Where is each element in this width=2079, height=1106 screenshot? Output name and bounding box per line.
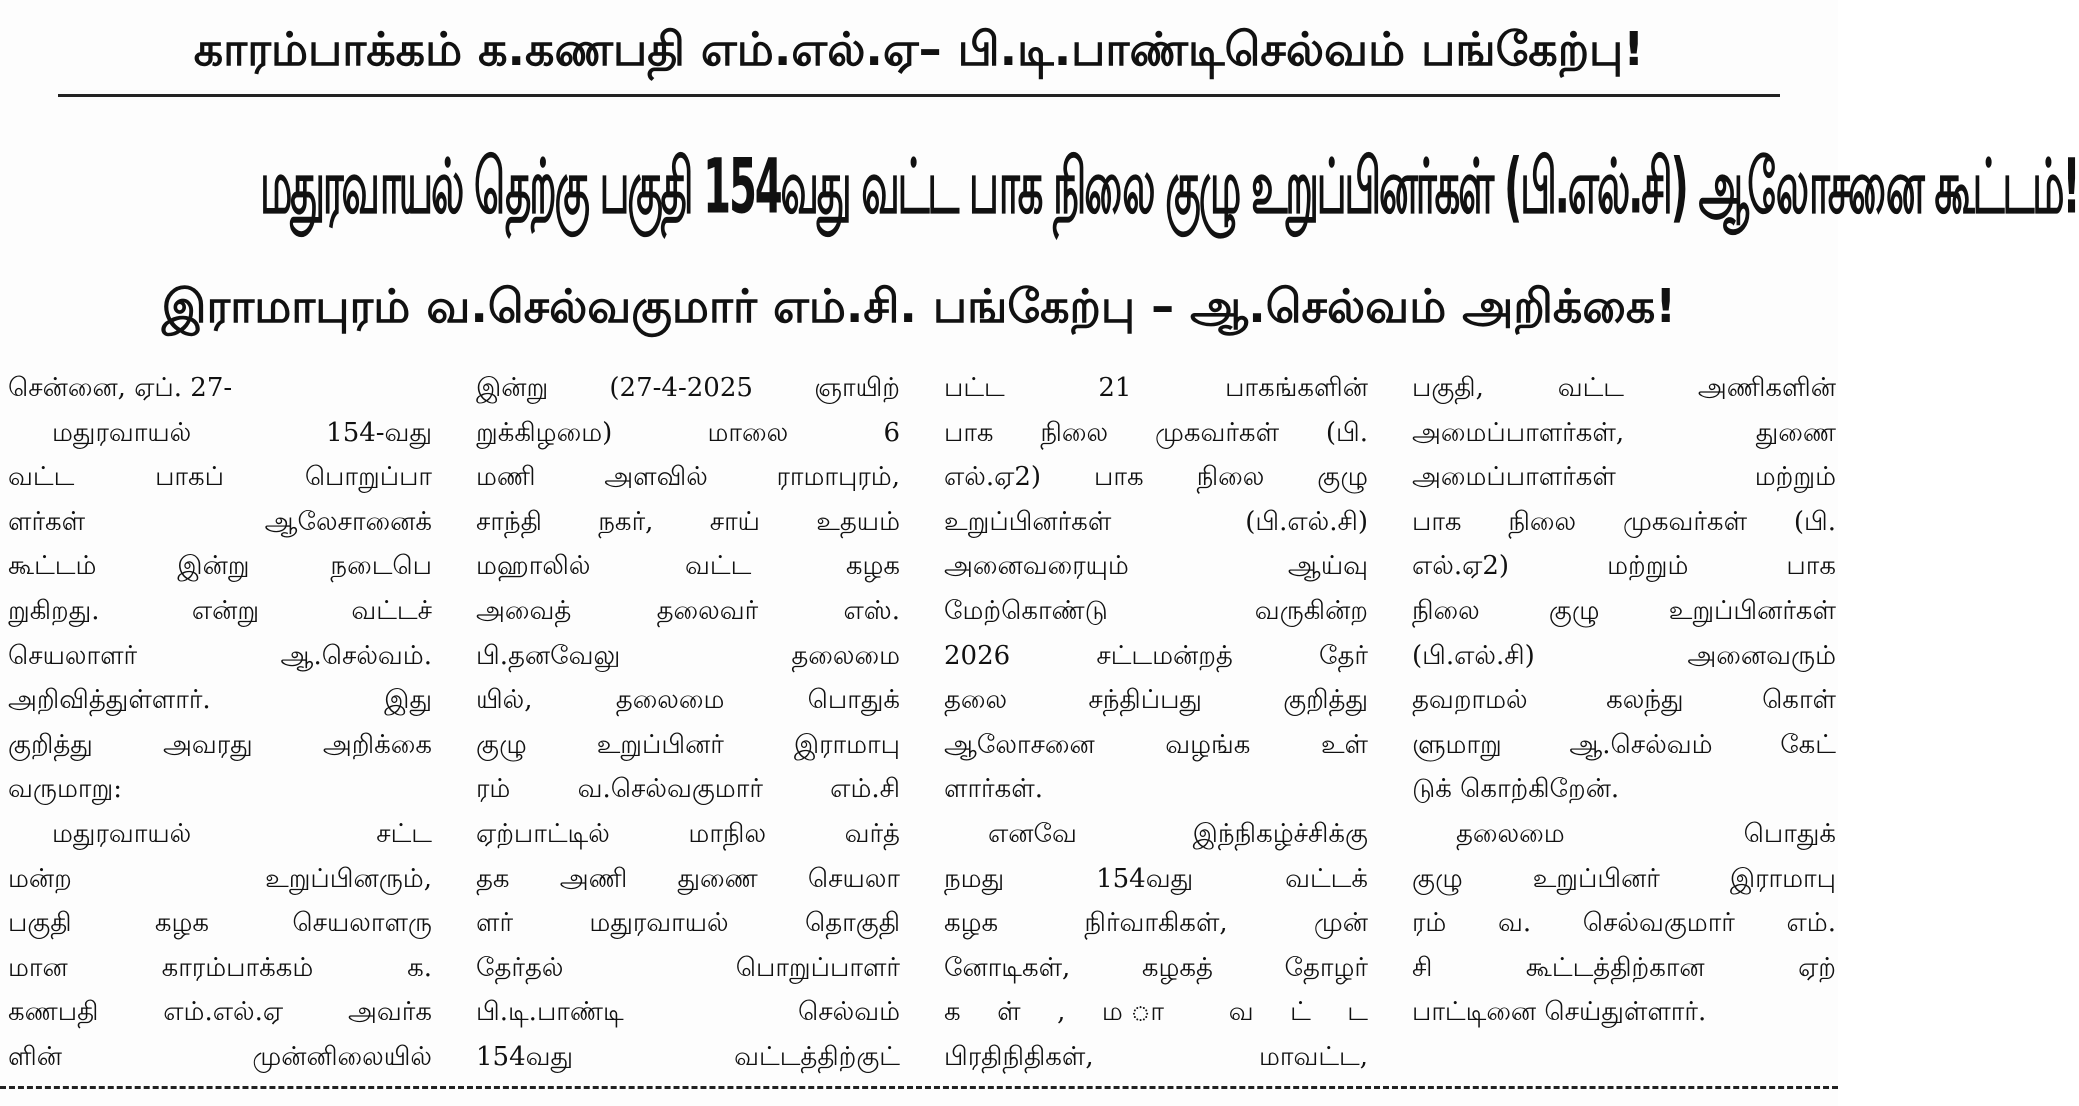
text-line: ரம் வ. செல்வகுமார் எம்.	[1412, 908, 1836, 939]
text-line: மான காரம்பாக்கம் க.	[8, 952, 432, 983]
text-line: கணபதி எம்.எல்.ஏ அவர்க	[8, 997, 432, 1028]
text-line: மன்ற உறுப்பினரும்,	[8, 863, 432, 894]
text-line: ளர்கள் ஆலேசானைக்	[8, 506, 432, 537]
text-line: (பி.எல்.சி) அனைவரும்	[1412, 640, 1836, 671]
text-line: தலை சந்திப்பது குறித்து	[944, 685, 1368, 716]
text-line: ளர் மதுரவாயல் தொகுதி	[476, 908, 900, 939]
text-line: அனைவரையும் ஆய்வு	[944, 551, 1368, 582]
bottom-dashed-divider	[0, 1086, 1838, 1089]
text-line: மதுரவாயல் 154-வது	[52, 417, 432, 448]
dateline: சென்னை, ஏப். 27-	[8, 373, 233, 403]
text-line: ளின் முன்னிலையில்	[8, 1041, 432, 1072]
text-line: ஆலோசனை வழங்க உள்	[944, 729, 1368, 760]
text-line: கூட்டம் இன்று நடைபெ	[8, 551, 432, 582]
text-line: பாக நிலை முகவர்கள் (பி.	[1412, 506, 1836, 537]
text-line: அமைப்பாளர்கள் மற்றும்	[1412, 462, 1836, 493]
text-line: அறிவித்துள்ளார். இது	[8, 685, 432, 716]
text-line: எனவே இந்நிகழ்ச்சிக்கு	[988, 818, 1368, 849]
text-line: வருமாறு:	[8, 774, 122, 805]
text-line: மதுரவாயல் சட்ட	[52, 818, 432, 849]
headline-sub: இராமாபுரம் வ.செல்வகுமார் எம்.சி. பங்கேற்பு – ஆ.செல்வம் அறிக்கை!	[161, 279, 1677, 333]
text-line: னோடிகள், கழகத் தோழர்	[944, 952, 1368, 983]
text-line: சி கூட்டத்திற்கான ஏற்	[1412, 952, 1836, 983]
text-line: அவைத் தலைவர் எஸ்.	[476, 595, 900, 626]
text-line: குறித்து அவரது அறிக்கை	[8, 729, 432, 760]
text-line: பட்ட 21 பாகங்களின்	[944, 373, 1368, 403]
text-line: எல்.ஏ2) பாக நிலை குழு	[944, 462, 1368, 493]
article-column-3	[944, 366, 1368, 1080]
text-line: இன்று (27-4-2025 ஞாயிற்	[476, 373, 900, 403]
article-column-1	[8, 366, 432, 1080]
text-line: குழு உறுப்பினர் இராமாபு	[1412, 863, 1836, 894]
text-line: உறுப்பினர்கள் (பி.எல்.சி)	[944, 506, 1368, 537]
text-line: க ள் , ம ா வ ட் ட	[944, 997, 1368, 1028]
text-line: ளார்கள்.	[944, 774, 1043, 805]
text-line: செயலாளர் ஆ.செல்வம்.	[8, 640, 432, 671]
text-line: பி.தனவேலு தலைமை	[476, 640, 900, 671]
text-line: அமைப்பாளர்கள், துணை	[1412, 417, 1836, 448]
text-line: பி.டி.பாண்டி செல்வம்	[476, 997, 900, 1028]
text-line: 154வது வட்டத்திற்குட்	[476, 1041, 900, 1072]
text-line: பாட்டினை செய்துள்ளார்.	[1412, 997, 1707, 1028]
text-line: நிலை குழு உறுப்பினர்கள்	[1412, 595, 1836, 626]
text-line: மேற்கொண்டு வருகின்ற	[944, 595, 1368, 626]
text-line: தவறாமல் கலந்து கொள்	[1412, 685, 1836, 716]
text-line: றுக்கிழமை) மாலை 6	[476, 417, 900, 448]
text-line: மணி அளவில் ராமாபுரம்,	[476, 462, 900, 493]
article-column-2	[476, 366, 900, 1080]
text-line: பிரதிநிதிகள், மாவட்ட,	[944, 1041, 1368, 1072]
text-line: ஏற்பாட்டில் மாநில வர்த்	[476, 818, 900, 849]
text-line: தலைமை பொதுக்	[1456, 818, 1836, 849]
text-line: ளுமாறு ஆ.செல்வம் கேட்	[1412, 729, 1836, 760]
text-line: வட்ட பாகப் பொறுப்பா	[8, 462, 432, 493]
text-line: மஹாலில் வட்ட கழக	[476, 551, 900, 582]
text-line: பகுதி கழக செயலாளரு	[8, 908, 432, 939]
text-line: சாந்தி நகர், சாய் உதயம்	[476, 506, 900, 537]
headline-main: மதுரவாயல் தெற்கு பகுதி 154வது வட்ட பாக நிலை குழு உறுப்பினர்கள் (பி.எல்.சி) ஆலோசனை கூட்டம்!	[260, 143, 2079, 232]
text-line: தேர்தல் பொறுப்பாளர்	[476, 952, 900, 983]
text-line: நமது 154வது வட்டக்	[944, 863, 1368, 894]
text-line: ரம் வ.செல்வகுமார் எம்.சி	[476, 774, 900, 805]
article-column-4	[1412, 366, 1836, 1035]
text-line: பகுதி, வட்ட அணிகளின்	[1412, 373, 1836, 403]
text-line: கழக நிர்வாகிகள், முன்	[944, 908, 1368, 939]
text-line: 2026 சட்டமன்றத் தேர்	[944, 640, 1368, 671]
article-body	[8, 366, 1836, 1072]
headline-divider	[58, 94, 1780, 97]
text-line: பாக நிலை முகவர்கள் (பி.	[944, 417, 1368, 448]
text-line: எல்.ஏ2) மற்றும் பாக	[1412, 551, 1836, 582]
text-line: குழு உறுப்பினர் இராமாபு	[476, 729, 900, 760]
text-line: யில், தலைமை பொதுக்	[476, 685, 900, 716]
headline-top: காரம்பாக்கம் க.கணபதி எம்.எல்.ஏ– பி.டி.பாண்டிசெல்வம் பங்கேற்பு!	[193, 22, 1645, 76]
text-line: டுக் கொற்கிறேன்.	[1412, 774, 1620, 805]
text-line: றுகிறது. என்று வட்டச்	[8, 595, 432, 626]
text-line: தக அணி துணை செயலா	[476, 863, 900, 894]
